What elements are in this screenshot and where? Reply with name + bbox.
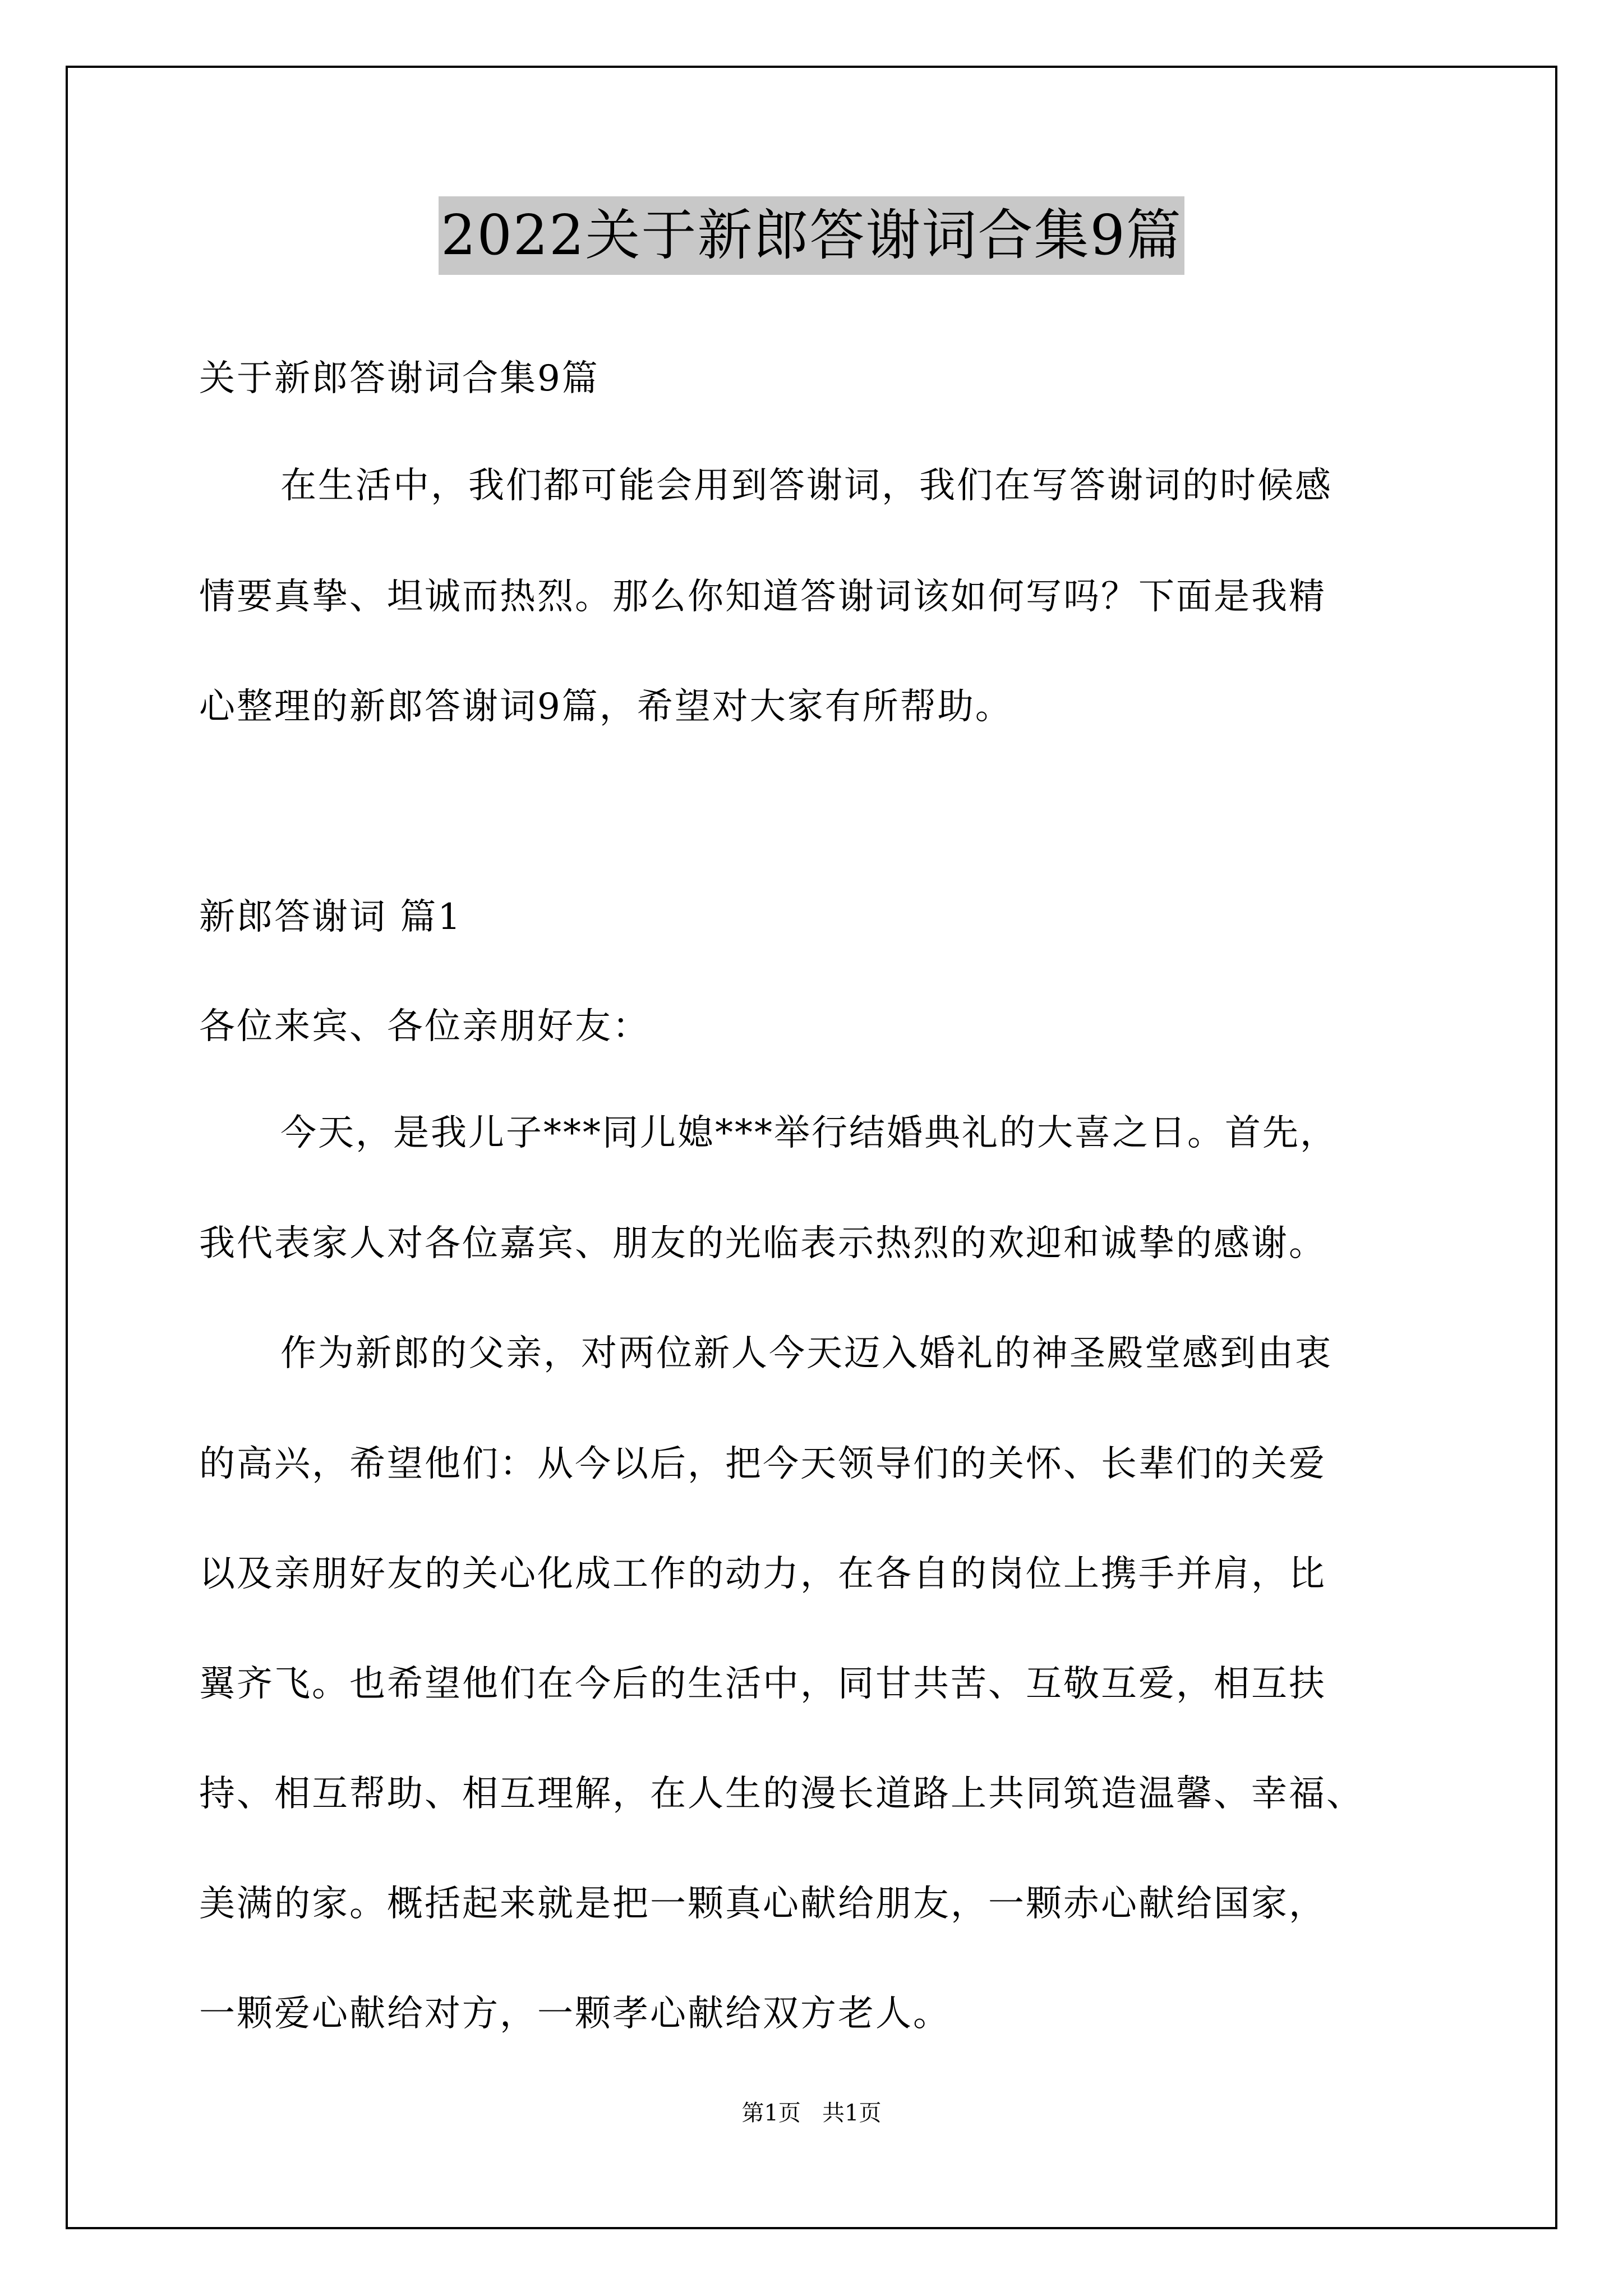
page-footer: 第1页 共1页	[741, 2100, 882, 2126]
para2-line-4: 翼齐飞。也希望他们在今后的生活中，同甘共苦、互敬互爱，相互扶	[199, 1663, 1326, 1705]
title-container	[0, 196, 1623, 275]
intro-line-1: 在生活中，我们都可能会用到答谢词，我们在写答谢词的时候感	[280, 465, 1332, 507]
intro-line-3: 心整理的新郎答谢词9篇，希望对大家有所帮助。	[199, 686, 1013, 728]
para2-line-1: 作为新郎的父亲，对两位新人今天迈入婚礼的神圣殿堂感到由衷	[280, 1333, 1332, 1374]
intro-line-2: 情要真挚、坦诚而热烈。那么你知道答谢词该如何写吗？下面是我精	[199, 576, 1326, 618]
para1-line-1: 今天，是我儿子***同儿媳***举行结婚典礼的大喜之日。首先，	[280, 1112, 1338, 1154]
para2-line-5: 持、相互帮助、相互理解，在人生的漫长道路上共同筑造温馨、幸福、	[199, 1773, 1364, 1815]
para2-line-2: 的高兴，希望他们：从今以后，把今天领导们的关怀、长辈们的关爱	[199, 1443, 1326, 1485]
document-title: 2022关于新郎答谢词合集9篇	[439, 196, 1184, 275]
para2-line-6: 美满的家。概括起来就是把一颗真心献给朋友，一颗赤心献给国家，	[199, 1883, 1326, 1925]
para2-line-3: 以及亲朋好友的关心化成工作的动力，在各自的岗位上携手并肩，比	[199, 1553, 1326, 1595]
para2-line-7: 一颗爱心献给对方，一颗孝心献给双方老人。	[199, 1993, 951, 2035]
salutation: 各位来宾、各位亲朋好友：	[199, 1006, 650, 1047]
para1-line-2: 我代表家人对各位嘉宾、朋友的光临表示热烈的欢迎和诚挚的感谢。	[199, 1223, 1326, 1264]
document-subtitle: 关于新郎答谢词合集9篇	[199, 358, 600, 399]
section-heading: 新郎答谢词 篇1	[199, 896, 463, 938]
